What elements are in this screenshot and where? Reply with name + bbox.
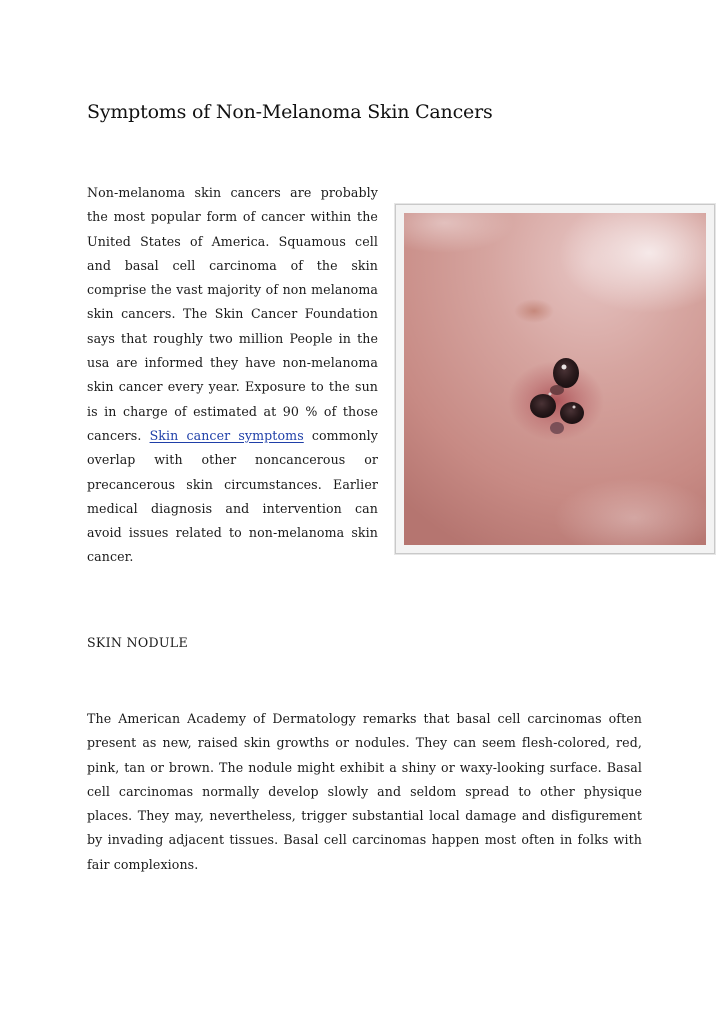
section-heading: SKIN NODULE xyxy=(87,635,188,650)
page-title: Symptoms of Non-Melanoma Skin Cancers xyxy=(87,101,493,123)
intro-text-end: commonly overlap with other noncancerous or precancerous skin circumstances. Earlier medical diagnosis and intervention can avoid issues related to non-melanoma skin cancer. xyxy=(87,427,379,565)
skin-cancer-symptoms-link[interactable]: Skin cancer symptoms xyxy=(149,427,304,443)
skin-lesion-figure xyxy=(395,204,715,554)
intro-text-start: Non-melanoma skin cancers are probably the most popular form of cancer within the United States of America. Squamous cell and basal cell carcinoma of the skin comprise the vast majority of non melanoma skin cancers. The Skin Cancer Foundation says that roughly two million People in the usa are informed they have non-melanoma skin cancer every year. Exposure to the sun is in charge of estimated at 90 % of those cancers. xyxy=(87,185,378,443)
intro-paragraph xyxy=(87,181,378,570)
skin-lesion-photo-icon xyxy=(404,213,706,545)
section-body-paragraph: The American Academy of Dermatology remarks that basal cell carcinomas often present as new, raised skin growths or nodules. They can seem flesh-colored, red, pink, tan or brown. The nodule might exhibit a shiny or waxy-looking surface. Basal cell carcinomas normally develop slowly and seldom spread to other physique places. They may, nevertheless, trigger substantial local damage and disfigurement by invading adjacent tissues. Basal cell carcinomas happen most often in folks with fair complexions. xyxy=(87,711,642,872)
